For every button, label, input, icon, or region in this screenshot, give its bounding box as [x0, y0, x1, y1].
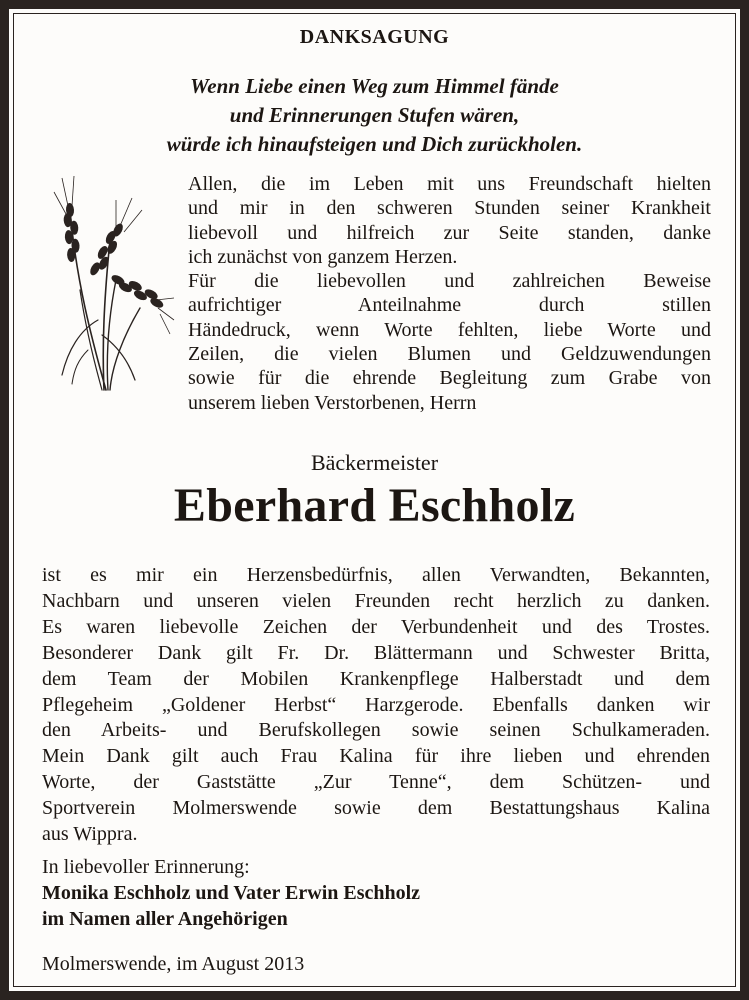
body-line: Besonderer Dank gilt Fr. Dr. Blättermann und Schwester Britta,: [42, 641, 710, 664]
body-line: den Arbeits- und Berufskollegen sowie seinen Schulkameraden.: [42, 719, 710, 742]
intro-text: [188, 172, 711, 415]
intro-line: Zeilen, die vielen Blumen und Geldzuwendungen: [188, 343, 711, 366]
wheat-ears-icon: [40, 170, 175, 392]
intro-paragraph-1: [188, 172, 711, 269]
poem-line: und Erinnerungen Stufen wären,: [229, 103, 520, 127]
intro-line: ich zunächst von ganzem Herzen.: [188, 245, 458, 268]
poem: [0, 72, 749, 159]
body-line: ist es mir ein Herzensbedürfnis, allen Verwandten, Bekannten,: [42, 564, 710, 586]
signature-intro: In liebevoller Erinnerung:: [42, 856, 250, 878]
place-date: Molmerswende, im August 2013: [42, 953, 305, 975]
body-line: dem Team der Mobilen Krankenpflege Halberstadt und dem: [42, 667, 710, 690]
intro-paragraph-2: [188, 269, 711, 415]
signature-block: [42, 854, 420, 932]
intro-line: unserem lieben Verstorbenen, Herrn: [188, 391, 477, 414]
body-line: Pflegeheim „Goldener Herbst“ Harzgerode. Ebenfalls danken wir: [42, 693, 710, 716]
intro-line: liebevoll und hilfreich zur Seite standen, danke: [188, 221, 711, 244]
deceased-name: Eberhard Eschholz: [173, 479, 576, 532]
heading: DANKSAGUNG: [299, 26, 450, 48]
body-line: Es waren liebevolle Zeichen der Verbundenheit und des Trostes.: [42, 615, 710, 638]
intro-line: Allen, die im Leben mit uns Freundschaft hielten: [188, 173, 711, 195]
intro-line: Für die liebevollen und zahlreichen Beweise: [188, 270, 711, 293]
signature-family: im Namen aller Angehörigen: [42, 908, 288, 930]
intro-line: Händedruck, wenn Worte fehlten, liebe Worte und: [188, 318, 711, 341]
body-line: aus Wippra.: [42, 823, 138, 846]
body-line: Mein Dank gilt auch Frau Kalina für ihre lieben und ehrenden: [42, 745, 710, 768]
body-line: Worte, der Gaststätte „Zur Tenne“, dem Schützen- und: [42, 771, 710, 794]
intro-line: sowie für die ehrende Begleitung zum Grabe von: [188, 367, 711, 390]
signature-names: Monika Eschholz und Vater Erwin Eschholz: [42, 882, 421, 904]
intro-line: und mir in den schweren Stunden seiner Krankheit: [188, 197, 711, 220]
body-text: [42, 563, 710, 848]
poem-line: würde ich hinaufsteigen und Dich zurückholen.: [166, 132, 583, 156]
intro-line: aufrichtiger Anteilnahme durch stillen: [188, 294, 711, 317]
body-line: Sportverein Molmerswende sowie dem Bestattungshaus Kalina: [42, 797, 710, 820]
poem-line: Wenn Liebe einen Weg zum Himmel fände: [190, 74, 559, 98]
deceased-profession: Bäckermeister: [310, 450, 439, 475]
body-line: Nachbarn und unseren vielen Freunden recht herzlich zu danken.: [42, 589, 710, 612]
